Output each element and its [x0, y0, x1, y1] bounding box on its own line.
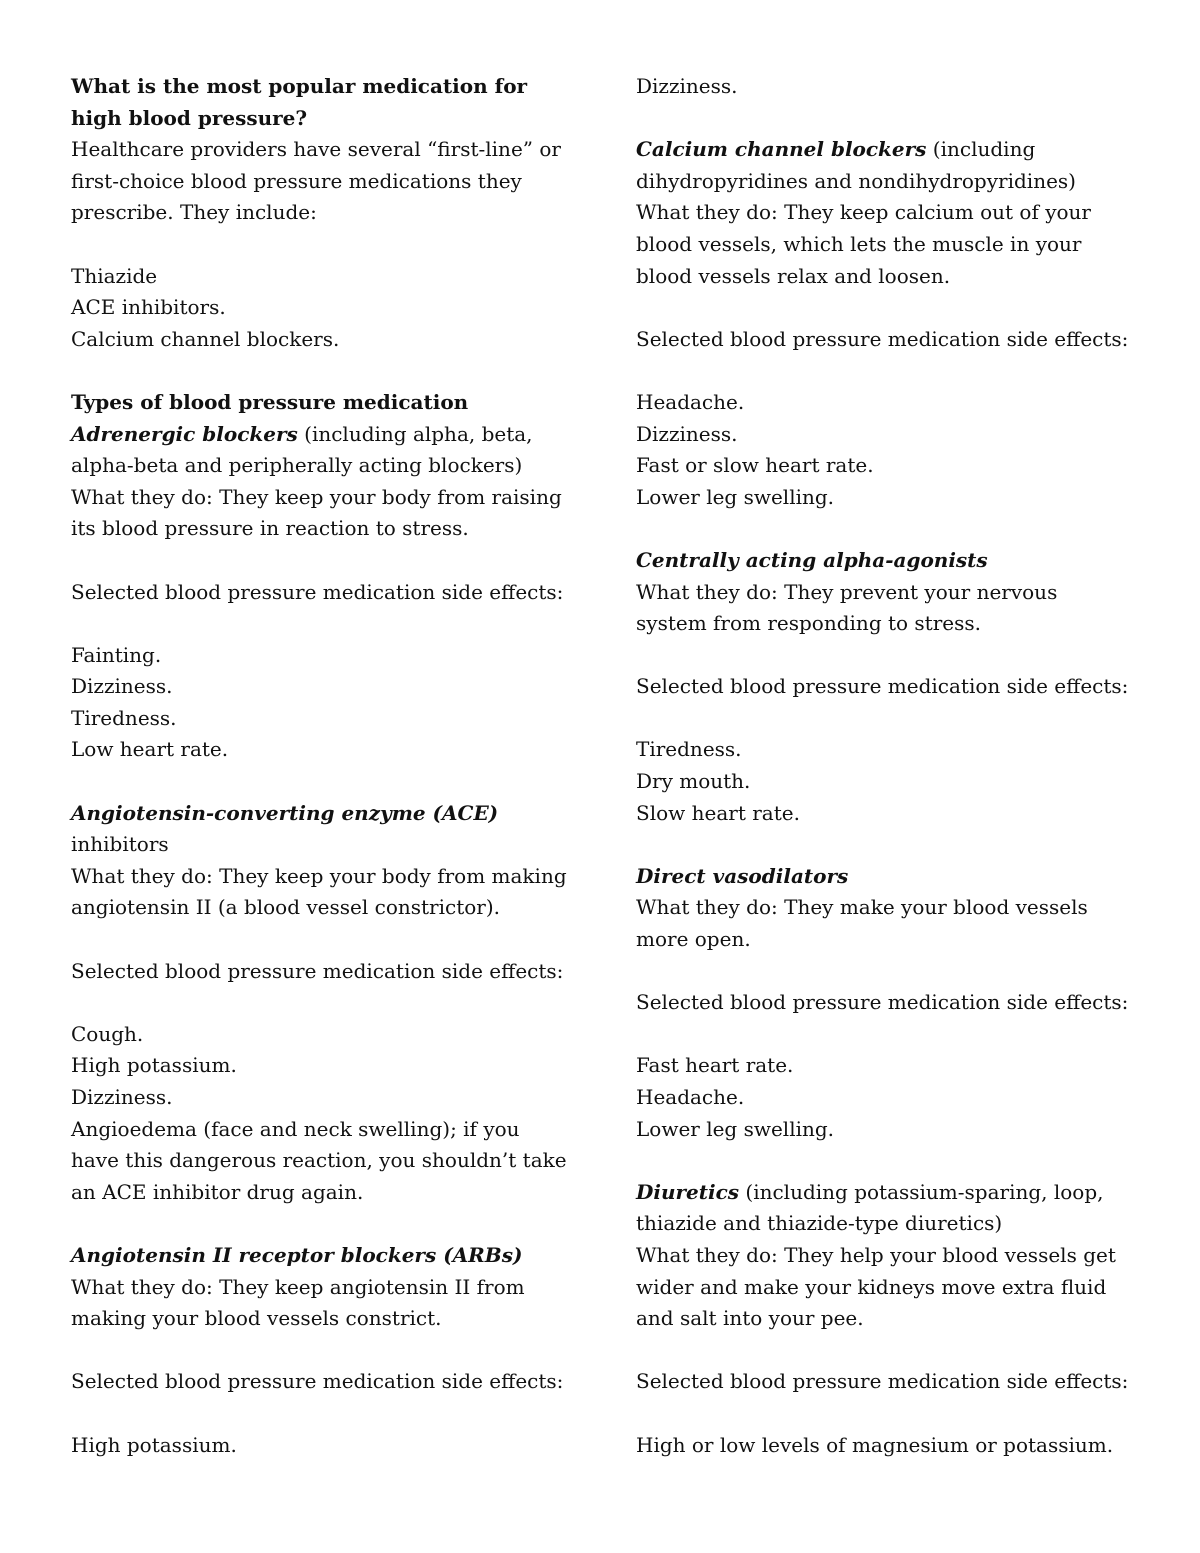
first-line-item: Calcium channel blockers.: [71, 326, 340, 351]
document-title: What is the most popular medication for high blood pressure?: [71, 74, 528, 130]
drug-class-name: Angiotensin II receptor blockers (ARBs): [71, 1242, 523, 1267]
drug-class-name: Centrally acting alpha-agonists: [636, 547, 988, 572]
first-line-item: Thiazide: [71, 263, 158, 288]
drug-class-name: Calcium channel blockers: [636, 137, 927, 162]
side-effect-item: High or low levels of magnesium or potassium.: [636, 1432, 1114, 1457]
side-effects-label: Selected blood pressure medication side effects:: [71, 958, 564, 983]
side-effect-item: Dizziness.: [636, 74, 738, 98]
side-effect-item: Lower leg swelling.: [636, 1116, 835, 1141]
side-effect-item: Low heart rate.: [71, 737, 229, 762]
side-effect-item: Headache.: [636, 1085, 745, 1109]
drug-class-ccb: [636, 134, 1131, 197]
side-effects-label: Selected blood pressure medication side effects:: [71, 1369, 564, 1394]
left-column: [71, 71, 571, 1461]
drug-class-name: Angiotensin-converting enzyme (ACE): [71, 800, 499, 825]
side-effect-item: Dry mouth.: [636, 769, 751, 794]
side-effect-item: Angioedema (face and neck swelling); if you have this dangerous reaction, you shouldn’t take an ACE inhibitor drug again.: [71, 1116, 567, 1204]
side-effect-item: Cough.: [71, 1021, 144, 1046]
what-they-do: What they do: They keep your body from raising its blood pressure in reaction to stress.: [71, 484, 562, 541]
what-they-do: What they do: They make your blood vessels more open.: [636, 895, 1088, 952]
side-effects-label: Selected blood pressure medication side effects:: [636, 990, 1129, 1015]
drug-class-name: Adrenergic blockers: [71, 421, 298, 446]
section-heading: Types of blood pressure medication: [71, 389, 469, 414]
drug-class-diuretics: [636, 1177, 1131, 1240]
what-they-do: What they do: They keep your body from making angiotensin II (a blood vessel constrictor).: [71, 863, 567, 920]
drug-class-note: (including dihydropyridines and nondihydropyridines): [636, 137, 1076, 193]
intro-paragraph: Healthcare providers have several “first-line” or first-choice blood pressure medications they prescribe. They include:: [71, 137, 561, 225]
drug-class-name: Direct vasodilators: [636, 863, 849, 888]
side-effect-item: Dizziness.: [71, 674, 173, 699]
what-they-do: What they do: They keep calcium out of your blood vessels, which lets the muscle in your blood vessels relax and loosen.: [636, 200, 1091, 288]
side-effect-item: Dizziness.: [636, 421, 738, 446]
side-effect-item: Headache.: [636, 389, 745, 414]
drug-class-name: Diuretics: [636, 1179, 740, 1204]
side-effect-item: Dizziness.: [71, 1085, 173, 1109]
what-they-do: What they do: They prevent your nervous system from responding to stress.: [636, 579, 1058, 636]
side-effect-item: Fainting.: [71, 642, 162, 667]
side-effect-item: High potassium.: [71, 1053, 237, 1078]
side-effect-item: Slow heart rate.: [636, 800, 800, 825]
what-they-do: What they do: They help your blood vessels get wider and make your kidneys move extra fluid and salt into your pee.: [636, 1242, 1116, 1331]
side-effect-item: Fast or slow heart rate.: [636, 453, 874, 478]
side-effects-label: Selected blood pressure medication side effects:: [636, 326, 1129, 351]
first-line-item: ACE inhibitors.: [71, 295, 226, 320]
drug-class-note: (including alpha, beta, alpha-beta and peripherally acting blockers): [71, 421, 533, 478]
what-they-do: What they do: They keep angiotensin II from making your blood vessels constrict.: [71, 1274, 525, 1331]
side-effect-item: Fast heart rate.: [636, 1053, 794, 1078]
drug-class-note: (including potassium-sparing, loop, thiazide and thiazide-type diuretics): [636, 1179, 1104, 1236]
drug-class-adrenergic: [71, 419, 571, 482]
right-column: [636, 71, 1131, 1461]
side-effects-label: Selected blood pressure medication side effects:: [71, 579, 564, 604]
side-effect-item: Tiredness.: [71, 705, 177, 730]
side-effect-item: High potassium.: [71, 1432, 237, 1457]
side-effect-item: Lower leg swelling.: [636, 484, 835, 509]
drug-class-note: inhibitors: [71, 832, 169, 857]
side-effect-item: Tiredness.: [636, 737, 742, 762]
side-effects-label: Selected blood pressure medication side effects:: [636, 674, 1129, 699]
side-effects-label: Selected blood pressure medication side effects:: [636, 1369, 1129, 1394]
